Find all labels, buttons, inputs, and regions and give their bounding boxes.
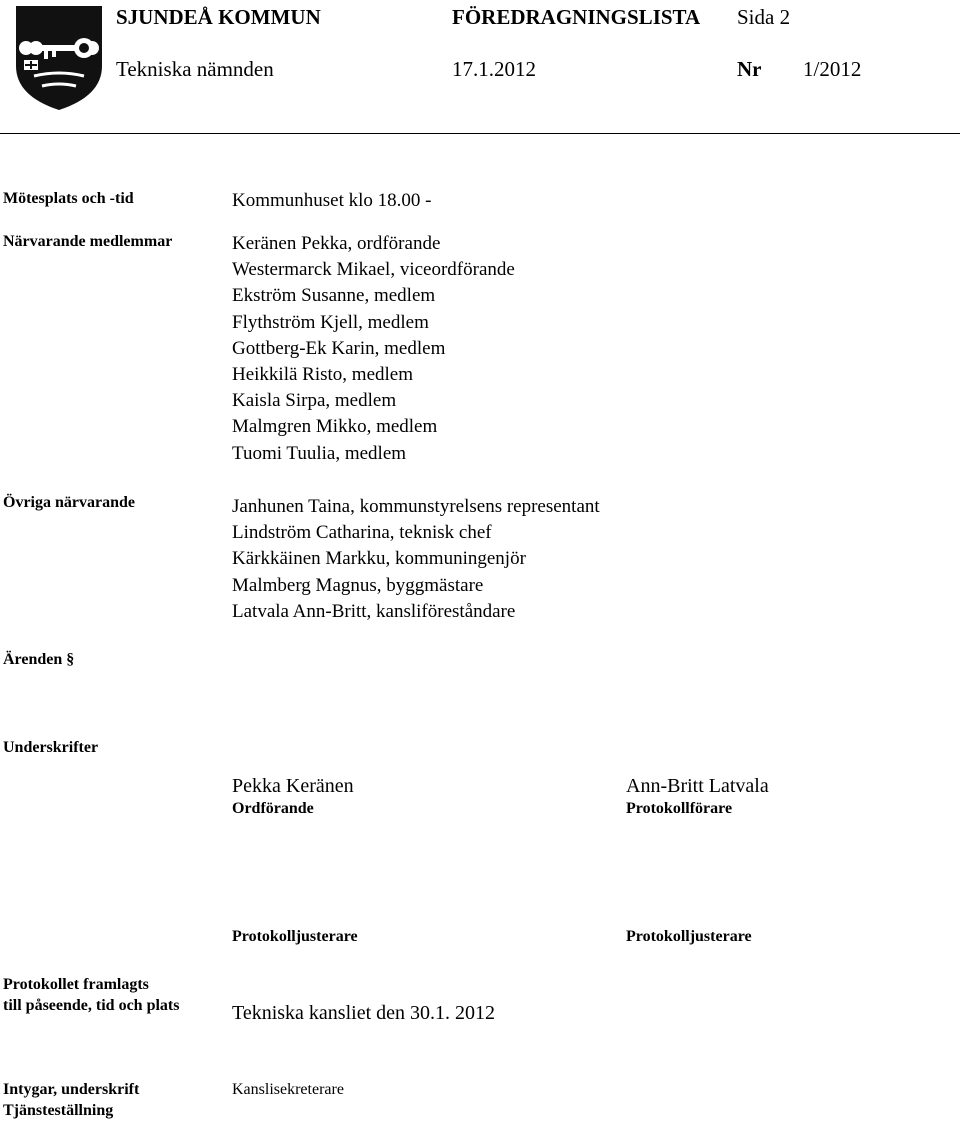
list-item: Malmberg Magnus, byggmästare (232, 574, 484, 596)
document-type: FÖREDRAGNINGSLISTA (452, 5, 701, 29)
board-name: Tekniska nämnden (116, 57, 274, 81)
chair-role: Ordförande (232, 800, 314, 817)
signatures-label: Underskrifter (3, 739, 99, 756)
others-label: Övriga närvarande (3, 494, 135, 511)
checker-1-role: Protokolljusterare (232, 928, 358, 945)
present-members-list (232, 231, 515, 467)
place-value: Kommunhuset klo 18.00 - (232, 190, 432, 211)
list-item: Kaisla Sirpa, medlem (232, 390, 397, 412)
meeting-date: 17.1.2012 (452, 57, 536, 81)
secretary-name: Ann-Britt Latvala (626, 775, 769, 797)
display-value: Tekniska kansliet den 30.1. 2012 (232, 1002, 495, 1024)
display-label-line2: till påseende, tid och plats (3, 997, 180, 1014)
certification-value: Kanslisekreterare (232, 1081, 344, 1098)
chair-name: Pekka Keränen (232, 775, 354, 797)
list-item: Keränen Pekka, ordförande (232, 233, 441, 254)
coat-of-arms-icon (14, 4, 104, 112)
certification-label-line2: Tjänsteställning (3, 1102, 114, 1119)
checker-2-role: Protokolljusterare (626, 928, 752, 945)
page-number: Sida 2 (737, 5, 791, 29)
header-divider (0, 133, 960, 134)
list-item: Malmgren Mikko, medlem (232, 416, 438, 438)
display-label-line1: Protokollet framlagts (3, 976, 149, 993)
place-label: Mötesplats och -tid (3, 190, 134, 207)
nr-value: 1/2012 (803, 57, 862, 81)
list-item: Westermarck Mikael, viceordförande (232, 259, 515, 281)
secretary-role: Protokollförare (626, 800, 733, 817)
list-item: Kärkkäinen Markku, kommuningenjör (232, 548, 526, 570)
list-item: Ekström Susanne, medlem (232, 285, 436, 307)
list-item: Gottberg-Ek Karin, medlem (232, 337, 446, 359)
nr-label: Nr (737, 57, 762, 81)
present-label: Närvarande medlemmar (3, 233, 173, 250)
list-item: Tuomi Tuulia, medlem (232, 442, 407, 464)
list-item: Lindström Catharina, teknisk chef (232, 522, 492, 544)
list-item: Flythström Kjell, medlem (232, 311, 429, 333)
municipality-name: SJUNDEÅ KOMMUN (116, 5, 321, 29)
others-list (232, 494, 600, 625)
list-item: Janhunen Taina, kommunstyrelsens representant (232, 496, 600, 517)
matters-label: Ärenden § (3, 651, 75, 668)
list-item: Heikkilä Risto, medlem (232, 364, 414, 386)
certification-label-line1: Intygar, underskrift (3, 1081, 140, 1098)
list-item: Latvala Ann-Britt, kansliföreståndare (232, 600, 516, 622)
